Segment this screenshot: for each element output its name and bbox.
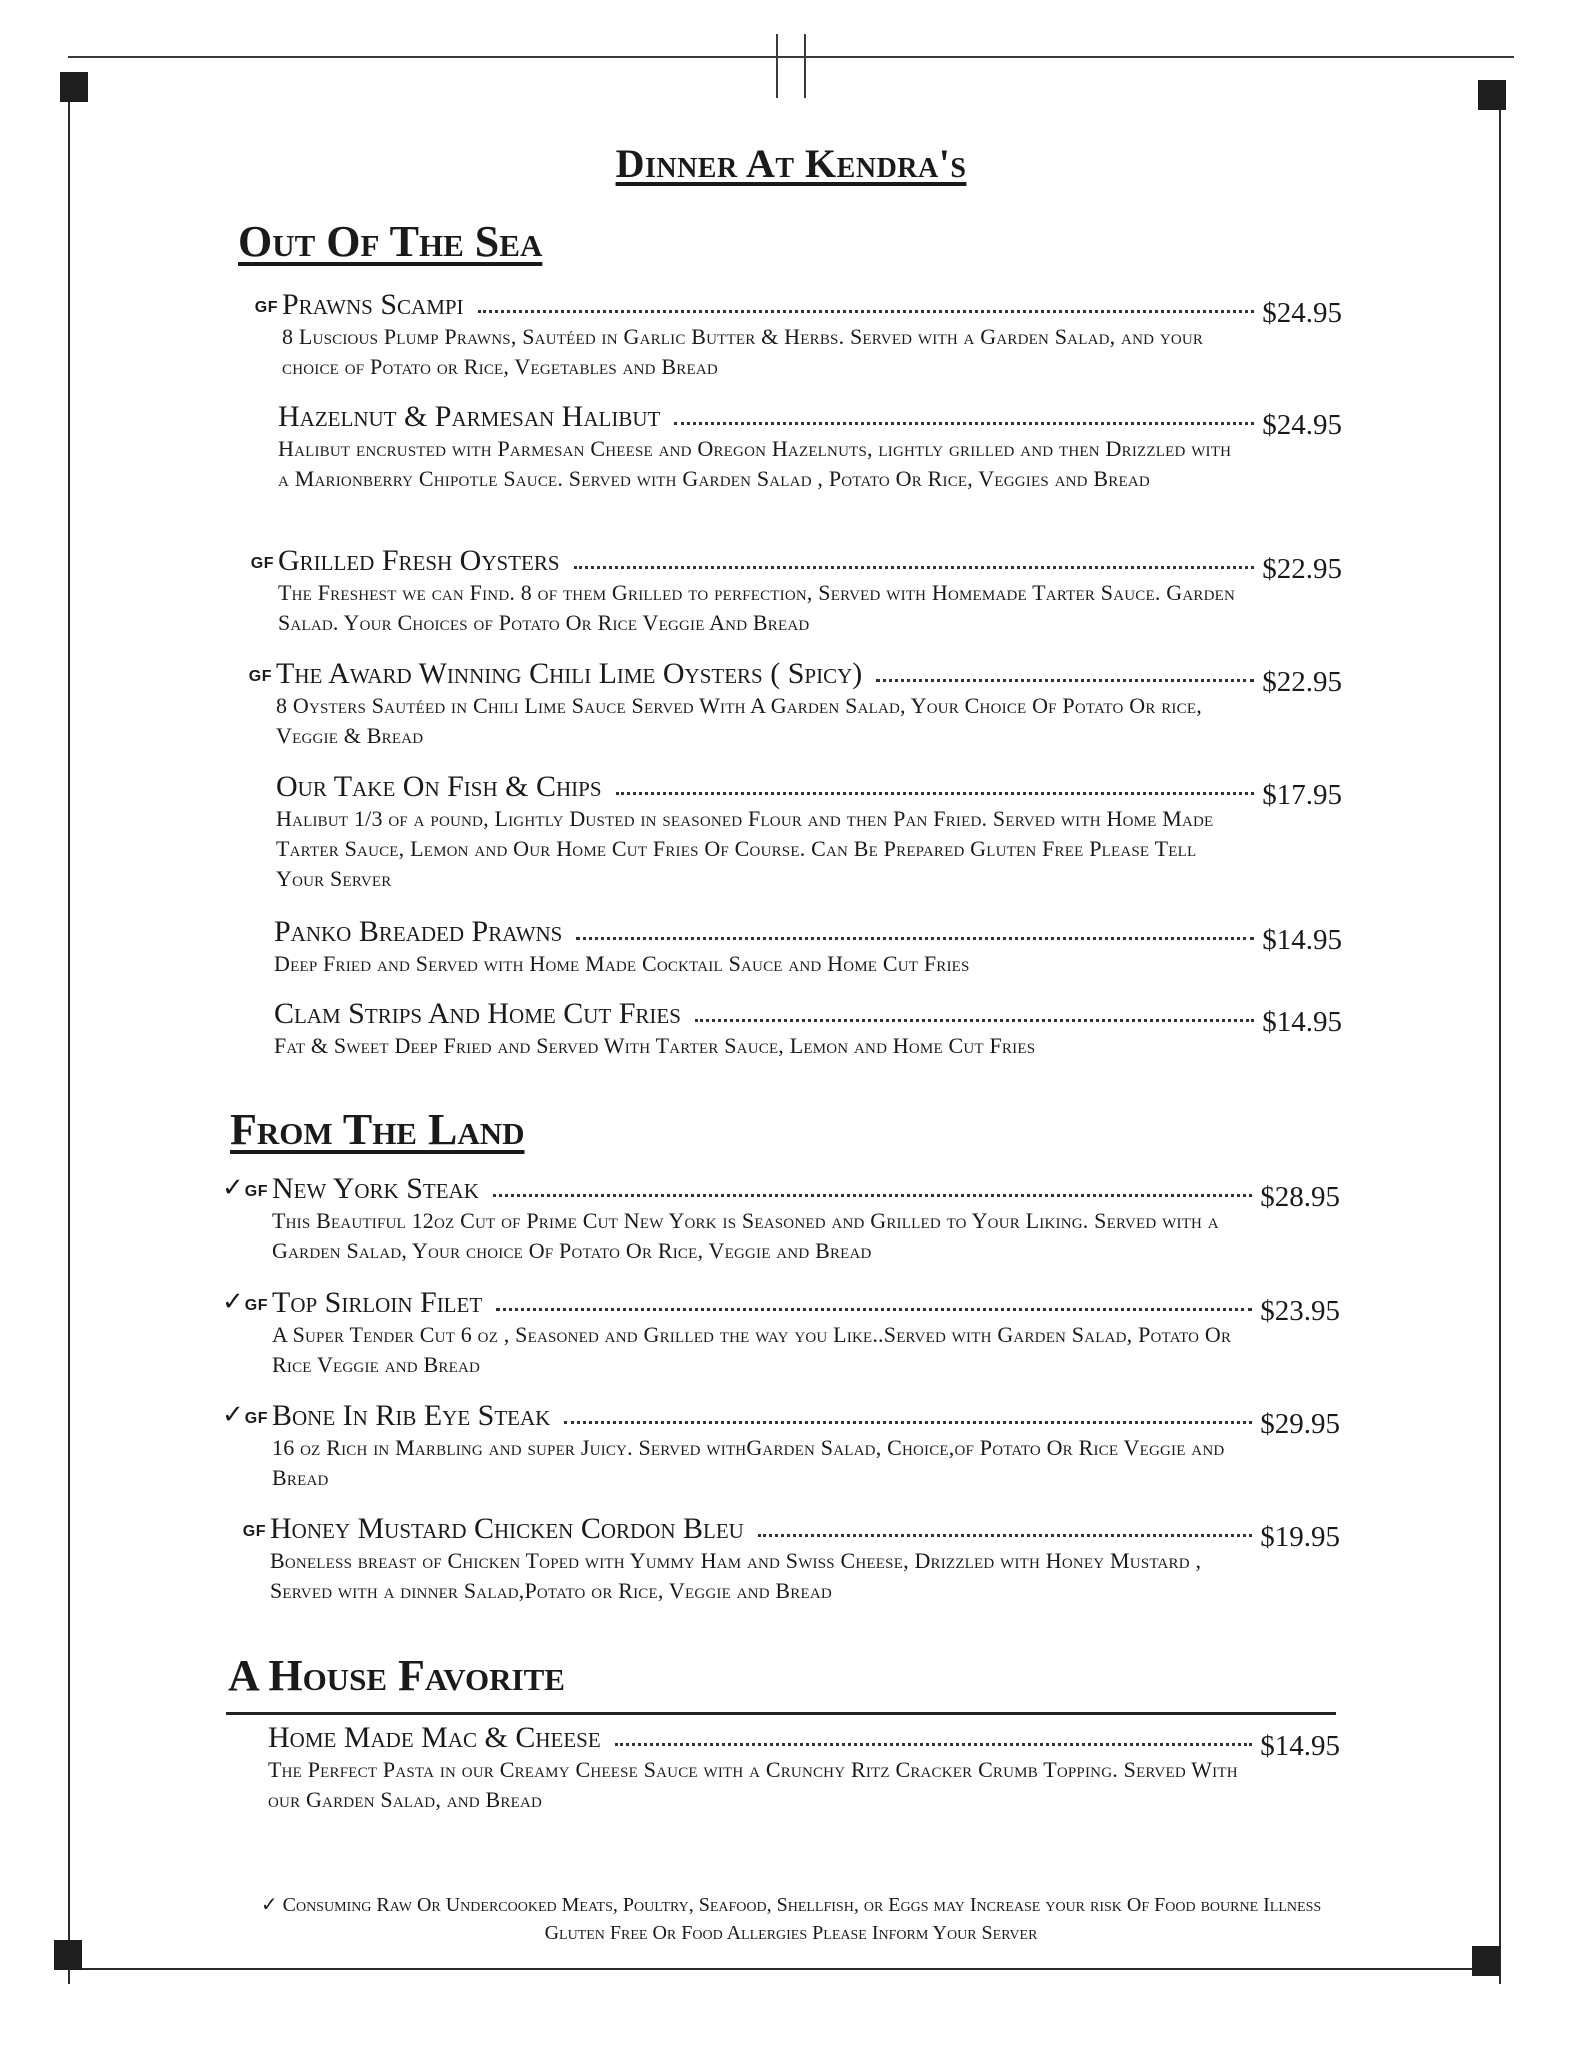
- section-rule: [226, 1712, 1336, 1715]
- item-marks: [243, 1524, 266, 1540]
- item-name: Panko Breaded Prawns: [274, 914, 563, 948]
- menu-item: [248, 656, 1342, 751]
- item-price: $23.95: [1260, 1295, 1340, 1327]
- item-marks: [249, 669, 272, 685]
- frame-left: [68, 72, 70, 1984]
- footer-line-1: Consuming Raw Or Undercooked Meats, Poultry, Seafood, Shellfish, or Eggs may Increase your risk Of Food bourne Illness: [282, 1894, 1322, 1916]
- item-name: New York Steak: [272, 1171, 479, 1205]
- frame-right: [1499, 90, 1501, 1984]
- dot-leader: [674, 422, 1254, 425]
- item-description: 8 Luscious Plump Prawns, Sautéed in Garlic Butter & Herbs. Served with a Garden Salad, and your choice of Potato or Rice, Vegetables and Bread: [282, 324, 1204, 379]
- check-icon: ✓: [221, 1399, 244, 1429]
- menu-item: [221, 1171, 1340, 1266]
- item-name: Top Sirloin Filet: [272, 1285, 483, 1319]
- gluten-free-badge: GF: [248, 668, 272, 685]
- item-name: Clam Strips And Home Cut Fries: [274, 996, 681, 1030]
- gluten-free-badge: GF: [244, 1183, 268, 1200]
- dot-leader: [496, 1308, 1252, 1311]
- item-head: [221, 1171, 1340, 1213]
- dot-leader: [576, 937, 1254, 940]
- item-head: [254, 287, 1342, 329]
- section-title-land: From The Land: [230, 1105, 525, 1154]
- check-icon: ✓: [260, 1894, 278, 1916]
- item-name: Bone In Rib Eye Steak: [272, 1398, 551, 1432]
- item-description: This Beautiful 12oz Cut of Prime Cut New York is Seasoned and Grilled to Your Liking. Served with a Garden Salad, Your choice Of Potato Or Rice, Veggie and Bread: [272, 1208, 1219, 1263]
- item-price: $22.95: [1262, 666, 1342, 698]
- dot-leader: [564, 1421, 1252, 1424]
- item-marks: [222, 1288, 268, 1314]
- dot-leader: [574, 566, 1255, 569]
- item-price: $17.95: [1262, 779, 1342, 811]
- item-description: A Super Tender Cut 6 oz , Seasoned and Grilled the way you Like..Served with Garden Salad, Potato Or Rice Veggie and Bread: [272, 1322, 1232, 1377]
- dot-leader: [876, 679, 1254, 682]
- menu-item: [278, 399, 1342, 494]
- footer-warning: [0, 1891, 1582, 1919]
- item-description: 16 oz Rich in Marbling and super Juicy. Served withGarden Salad, Choice,of Potato Or Rice Veggie and Bread: [272, 1435, 1225, 1490]
- item-head: [276, 769, 1342, 811]
- page-title: Dinner At Kendra's: [615, 141, 967, 186]
- item-description: Boneless breast of Chicken Toped with Yummy Ham and Swiss Cheese, Drizzled with Honey Mustard , Served with a dinner Salad,Potato or Rice, Veggie and Bread: [270, 1548, 1202, 1603]
- gluten-free-badge: GF: [244, 1410, 268, 1427]
- check-icon: ✓: [221, 1286, 244, 1316]
- item-price: $19.95: [1260, 1521, 1340, 1553]
- item-name: Home Made Mac & Cheese: [268, 1720, 601, 1754]
- item-head: [242, 1511, 1340, 1553]
- item-description: Fat & Sweet Deep Fried and Served With Tarter Sauce, Lemon and Home Cut Fries: [274, 1033, 1036, 1058]
- item-price: $22.95: [1262, 553, 1342, 585]
- item-description: Halibut encrusted with Parmesan Cheese and Oregon Hazelnuts, lightly grilled and then Drizzled with a Marionberry Chipotle Sauce. Served with Garden Salad , Potato Or Rice, Veggies and Bread: [278, 436, 1232, 491]
- item-name: Honey Mustard Chicken Cordon Bleu: [270, 1511, 744, 1545]
- dot-leader: [478, 310, 1255, 313]
- corner-top-right: [1478, 80, 1506, 110]
- section-title-sea: Out Of The Sea: [238, 217, 543, 266]
- corner-bottom-right: [1472, 1946, 1500, 1976]
- item-price: $14.95: [1262, 1006, 1342, 1038]
- item-head: [268, 1720, 1340, 1762]
- section-title-favorite: A House Favorite: [228, 1651, 565, 1700]
- item-head: [248, 656, 1342, 698]
- dot-leader: [615, 1743, 1253, 1746]
- item-description: 8 Oysters Sautéed in Chili Lime Sauce Served With A Garden Salad, Your Choice Of Potato Or rice, Veggie & Bread: [276, 693, 1202, 748]
- corner-top-left: [60, 72, 88, 102]
- item-head: [250, 543, 1342, 585]
- dot-leader: [695, 1019, 1254, 1022]
- item-price: $24.95: [1262, 409, 1342, 441]
- menu-item: [221, 1398, 1340, 1493]
- item-description: The Perfect Pasta in our Creamy Cheese Sauce with a Crunchy Ritz Cracker Crumb Topping. Served With our Garden Salad, and Bread: [268, 1757, 1238, 1812]
- check-icon: ✓: [221, 1172, 244, 1202]
- item-description: The Freshest we can Find. 8 of them Grilled to perfection, Served with Homemade Tarter Sauce. Garden Salad. Your Choices of Potato Or Rice Veggie And Bread: [278, 580, 1235, 635]
- menu-item: [274, 914, 1342, 979]
- item-price: $14.95: [1262, 924, 1342, 956]
- item-price: $28.95: [1260, 1181, 1340, 1213]
- gluten-free-badge: GF: [244, 1297, 268, 1314]
- gluten-free-badge: GF: [254, 299, 278, 316]
- gluten-free-badge: GF: [242, 1523, 266, 1540]
- top-tick-right: [804, 34, 806, 98]
- item-description: Deep Fried and Served with Home Made Cocktail Sauce and Home Cut Fries: [274, 951, 970, 976]
- dot-leader: [493, 1194, 1252, 1197]
- item-description: Halibut 1/3 of a pound, Lightly Dusted in seasoned Flour and then Pan Fried. Served with Home Made Tarter Sauce, Lemon and Our Home Cut Fries Of Course. Can Be Prepared Gluten Free Please Tell Your Server: [276, 806, 1214, 891]
- top-tick-left: [776, 34, 778, 98]
- item-head: [274, 914, 1342, 956]
- frame-bottom: [68, 1968, 1500, 1970]
- menu-item: [221, 1285, 1340, 1380]
- item-name: Our Take On Fish & Chips: [276, 769, 602, 803]
- item-price: $29.95: [1260, 1408, 1340, 1440]
- item-marks: [255, 300, 278, 316]
- footer-allergy: Gluten Free Or Food Allergies Please Inform Your Server: [544, 1922, 1038, 1944]
- item-head: [274, 996, 1342, 1038]
- item-price: $24.95: [1262, 297, 1342, 329]
- item-marks: [222, 1401, 268, 1427]
- menu-item: [250, 543, 1342, 638]
- item-name: Hazelnut & Parmesan Halibut: [278, 399, 661, 433]
- item-head: [278, 399, 1342, 441]
- item-marks: [251, 556, 274, 572]
- gluten-free-badge: GF: [250, 555, 274, 572]
- menu-item: [274, 996, 1342, 1061]
- top-rule: [68, 56, 1514, 58]
- item-head: [221, 1398, 1340, 1440]
- item-name: Grilled Fresh Oysters: [278, 543, 560, 577]
- dot-leader: [616, 792, 1255, 795]
- menu-item: [254, 287, 1342, 382]
- item-head: [221, 1285, 1340, 1327]
- item-price: $14.95: [1260, 1730, 1340, 1762]
- item-name: The Award Winning Chili Lime Oysters ( Spicy): [276, 656, 863, 690]
- item-marks: [222, 1174, 268, 1200]
- menu-item: [242, 1511, 1340, 1606]
- item-name: Prawns Scampi: [282, 287, 464, 321]
- menu-item: [276, 769, 1342, 894]
- menu-item: [268, 1720, 1340, 1815]
- dot-leader: [758, 1534, 1252, 1537]
